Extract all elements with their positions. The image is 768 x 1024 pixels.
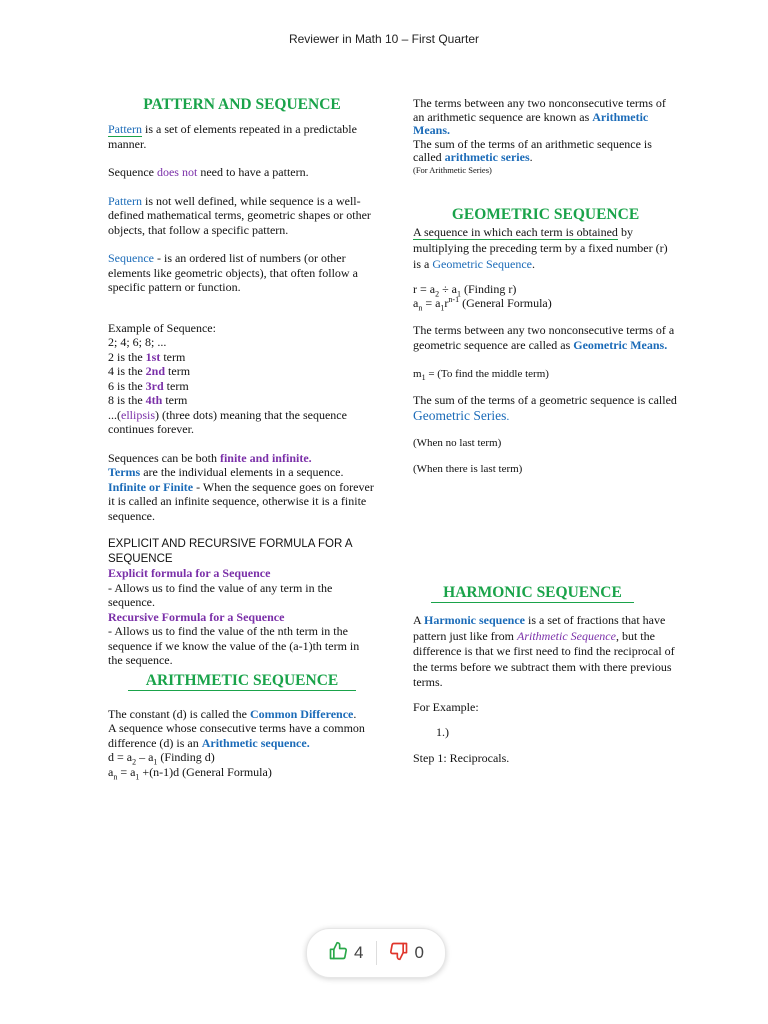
like-button[interactable] [316, 941, 375, 966]
common-difference: The constant (d) is called the Common Difference. [108, 706, 357, 721]
for-arithmetic-series: (For Arithmetic Series) [413, 164, 492, 175]
arithmetic-heading: ARITHMETIC SEQUENCE [128, 672, 356, 693]
finite-infinite: Sequences can be both finite and infinite. [108, 450, 312, 465]
formula-geometric-an: $a_n = a_1r^{n-1}$ (General Formula) [413, 295, 552, 313]
left-column [108, 96, 376, 779]
sequence-not-pattern: Sequence does not need to have a pattern. [108, 165, 309, 179]
sequence-definition: Sequence - is an ordered list of numbers (or other elements like geometric objects), that often follow a specific pattern or function. [108, 251, 358, 294]
geometric-definition: A sequence in which each term is obtained by multiplying the preceding term by a fixed number (r) is a Geometric Sequence. [413, 224, 668, 271]
geometric-series: The sum of the terms of a geometric sequence is called Geometric Series. [413, 393, 677, 423]
geometric-means: The terms between any two nonconsecutive terms of a geometric sequence are called as Geometric Means. [413, 322, 675, 352]
middle-term: $m_1 = (To$ find the middle term) [413, 367, 549, 382]
pattern-heading: PATTERN AND SEQUENCE [143, 96, 341, 113]
step-1: Step 1: Reciprocals. [413, 750, 510, 765]
terms-definition: Terms are the individual elements in a sequence. [108, 465, 344, 479]
dislike-count: 0 [414, 943, 424, 962]
page-header: Reviewer in Math 10 – First Quarter [288, 32, 480, 46]
arithmetic-means: The terms between any two nonconsecutive terms of an arithmetic sequence are known as Arithmetic Means. [413, 96, 666, 137]
recursive-formula-term: Recursive Formula for a Sequence [108, 609, 285, 624]
term-line-3: 6 is the 3rd term [108, 378, 189, 393]
formula-an: $a_n = a_1 +(n-1)d$ (General Formula) [108, 764, 272, 781]
term-line-1: 2 is the 1st term [108, 349, 186, 364]
explicit-recursive-heading: EXPLICIT AND RECURSIVE FORMULA FOR A SEQUENCE [108, 538, 352, 565]
recursive-formula-desc: - Allows us to find the value of the nth term in the sequence if we know the value of the (a-1)th term in the sequence. [108, 624, 360, 667]
ellipsis-note: ...(ellipsis) (three dots) meaning that the sequence continues forever. [108, 407, 347, 436]
dislike-button[interactable] [377, 941, 436, 966]
explicit-formula-term: Explicit formula for a Sequence [108, 566, 271, 580]
for-example: For Example: [413, 699, 479, 714]
formula-r: $r = a_2 \div a_1$ (Finding r) [413, 281, 517, 298]
infinite-finite-definition: Infinite or Finite - When the sequence goes on forever it is called an infinite sequence, otherwise it is a finite sequence. [108, 479, 374, 523]
geometric-heading: GEOMETRIC SEQUENCE [451, 205, 640, 223]
arithmetic-definition: A sequence whose consecutive terms have a common difference (d) is an Arithmetic sequence. [108, 721, 365, 750]
example-label: Example of Sequence: [108, 320, 216, 335]
example-number: 1.) [436, 725, 449, 739]
right-column [413, 97, 678, 765]
formula-d: $d = a_2 - a_1$ (Finding d) [108, 750, 215, 767]
thumbs-up-icon [328, 941, 348, 966]
thumbs-down-icon [389, 941, 409, 966]
like-count: 4 [354, 943, 364, 962]
arithmetic-series: The sum of the terms of an arithmetic sequence is called arithmetic series. [413, 136, 652, 164]
when-no-last-term: (When no last term) [413, 437, 502, 449]
explicit-formula-desc: - Allows us to find the value of any term in the sequence. [108, 580, 333, 609]
harmonic-heading: HARMONIC SEQUENCE [431, 584, 634, 605]
term-line-2: 4 is the 2nd term [108, 364, 191, 378]
rating-widget [306, 928, 446, 978]
harmonic-definition: A Harmonic sequence is a set of fractions that have pattern just like from Arithmetic Sequence, but the difference is that we first need to find the reciprocal of the terms before we subtract them with there previous terms. [413, 613, 675, 689]
when-last-term: (When there is last term) [413, 462, 523, 475]
pattern-not-defined: Pattern is not well defined, while sequence is a well-defined mathematical terms, geometric shapes or other objects, that follow a specific pattern. [108, 193, 371, 237]
term-line-4: 8 is the 4th term [108, 393, 188, 407]
example-sequence: 2; 4; 6; 8; ... [108, 335, 167, 349]
pattern-definition: Pattern is a set of elements repeated in a predictable manner. [108, 122, 357, 151]
